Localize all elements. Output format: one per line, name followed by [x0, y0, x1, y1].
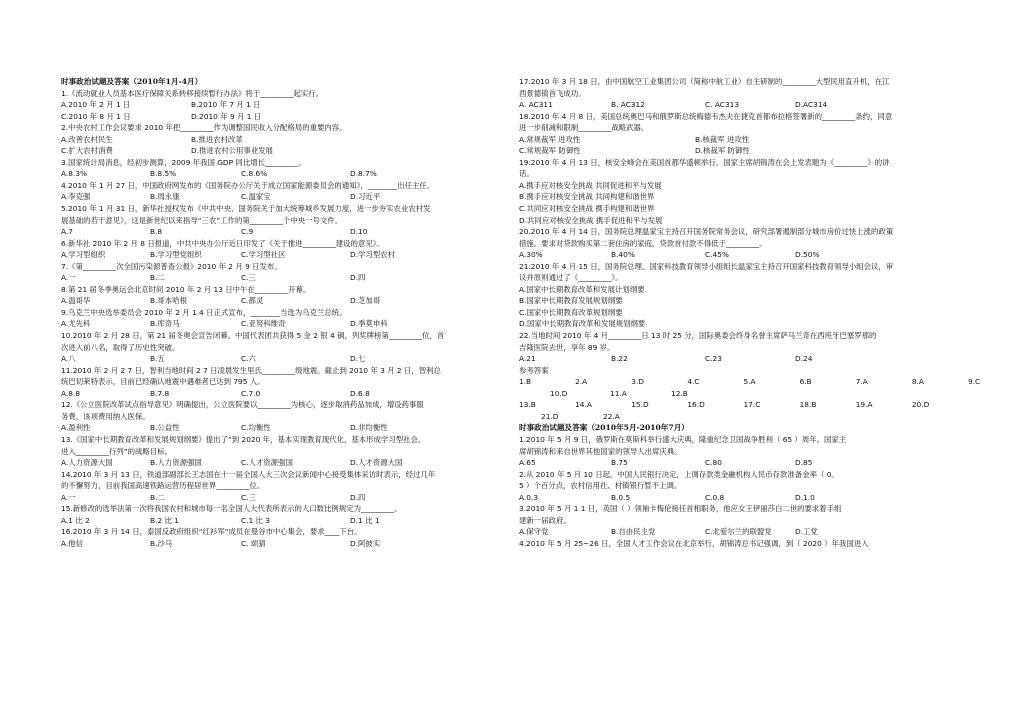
text-line: 的不懈努力，目前我国高速铁路运营历程居世界_________位。	[61, 481, 265, 491]
option-item: A.8.3%	[61, 169, 88, 179]
option-row	[61, 295, 501, 307]
text-line: 6.新华社 2010 年 2 月 8 日报道，中共中央办公厅近日印发了《关于推进_________建设的意见》。	[61, 238, 384, 248]
option-item: D.24	[795, 354, 813, 364]
answer-item: 6.B	[799, 377, 812, 387]
answer-item: 22.A	[603, 411, 620, 421]
option-item: D.阿披实	[350, 538, 381, 548]
option-item: C.23	[705, 354, 722, 364]
option-item: A.8.8	[61, 388, 81, 398]
option-item: C. AC313	[705, 100, 740, 110]
answer-item: 1.B	[519, 377, 532, 387]
option-item: A.30%	[519, 250, 543, 260]
option-item: D.非均衡性	[350, 423, 388, 433]
text-line: 进入_________行列”的战略目标。	[61, 446, 172, 456]
option-row	[519, 145, 967, 157]
option-item: D.四	[350, 273, 366, 283]
text-line: 8.第 21 届冬季奥运会北京时间 2010 年 2 月 13 日中午在_________开幕。	[61, 284, 311, 294]
text-line: 15.新修改的选举法第一次将我国农村和城市每一名全国人大代表所表示的人口数比例规定为_________。	[61, 504, 402, 514]
option-item: C. 颂猜	[241, 538, 266, 548]
text-line: 展基础的若干意见》，这是新世纪以来指导“三农”工作的第_________个中央一号文件。	[61, 215, 343, 225]
option-item: C.都灵	[241, 296, 264, 306]
option-item: C.0.8	[705, 492, 725, 502]
text-line: 10.2010 年 2 月 28 日，第 21 届冬奥会宣告闭幕。中国代表团共获得 5 金 2 银 4 铜，列奖牌榜第_________位，首	[61, 331, 445, 341]
answer-item: 20.D	[911, 400, 930, 410]
text-line: 13.《国家中长期教育改革和发展规划纲要》提出了“到 2020 年，基本实现教育现代化，基本形成学习型社会，	[61, 434, 426, 444]
option-item: C.常规裁军 防御性	[519, 146, 581, 156]
text-line: 18.2010 年 4 月 8 日，美国总统奥巴马和俄罗斯总统梅德韦杰夫在捷克首都布拉格签署新的_________条约，同意	[519, 111, 893, 121]
option-item: B.8.5%	[150, 169, 177, 179]
option-item: C.均衡性	[241, 423, 271, 433]
text-line: C.共同应对核安全挑战 携手构建和谐世界	[519, 204, 655, 214]
option-item: A.21	[519, 354, 536, 364]
text-line: 话。	[519, 169, 534, 179]
option-item: A.学习型组织	[61, 250, 106, 260]
text-line: 西景德镇首飞成功。	[519, 88, 586, 98]
text-line: 参考答案	[519, 365, 549, 375]
option-row	[61, 422, 501, 434]
option-item: B.自由民主党	[611, 527, 656, 537]
option-item: D.学习型农村	[350, 250, 395, 260]
option-row	[519, 353, 967, 365]
section-title-jan-apr: 时事政治试题及答案（2010年1月-4月）	[61, 77, 203, 86]
option-item: A.一	[61, 492, 76, 502]
answer-item: 16.D	[687, 400, 705, 410]
option-item: A.65	[519, 458, 536, 468]
option-item: B.8	[150, 227, 163, 237]
option-row	[519, 249, 967, 261]
text-line: 20.2010 年 4 月 14 日，国务院总理温家宝主持召开国务院常务会议，研究部署遏制部分城市房价过快上涨的政策	[519, 227, 894, 237]
option-item: A.常规裁军 进攻性	[519, 134, 581, 144]
option-item: A.保守党	[519, 527, 549, 537]
option-item: B.哥本哈根	[150, 296, 187, 306]
option-item: D.季莫申科	[350, 319, 388, 329]
text-line: B.国家中长期教育发展规划纲要	[519, 296, 623, 306]
option-item: C.六	[241, 354, 256, 364]
text-line: D.共同应对核安全挑战 携手促进和平与发展	[519, 215, 663, 225]
text-line: 吉隆医院去世，享年 89 岁。	[519, 342, 615, 352]
option-item: D.习近平	[350, 192, 381, 202]
text-line: 17.2010 年 3 月 18 日，由中国航空工业集团公司（简称中航工业）自主研制的_________大型民用直升机，在江	[519, 77, 890, 86]
answer-item: 2.A	[575, 377, 588, 387]
answer-row	[519, 411, 967, 423]
text-line: 5 ）个百分点，农村信用社、村镇银行暂不上调。	[519, 481, 682, 491]
answer-item: 9.C	[967, 377, 981, 387]
option-item: B.推进农村改革	[191, 134, 243, 144]
option-item: D.四	[350, 492, 366, 502]
option-item: B.75	[611, 458, 628, 468]
option-item: D.50%	[795, 250, 820, 260]
option-item: D.工党	[795, 527, 818, 537]
option-row	[519, 99, 967, 111]
answer-item: 19.A	[855, 400, 873, 410]
left-column	[61, 76, 501, 549]
text-line: 1.2010 年 5 月 9 日，俄罗斯在莫斯科举行盛大庆典，隆重纪念卫国战争胜利（ 65 ）周年。国家主	[519, 434, 847, 444]
option-item: B.2010 年 7 月 1 日	[191, 100, 261, 110]
option-item: C.三	[241, 492, 256, 502]
option-item: B.7.8	[150, 388, 170, 398]
text-line: 3.2010 年 5 月 1 1 日，英国（ ）领袖卡梅伦接任首相职务，他应女王伊丽莎白二世的要求着手组	[519, 504, 842, 514]
option-item: B.五	[150, 354, 165, 364]
text-line: B.携手应对核安全挑战 共同构建和谐世界	[519, 192, 655, 202]
answer-item: 5.A	[743, 377, 756, 387]
text-line: 建新一届政府。	[519, 515, 571, 525]
option-row	[61, 111, 501, 123]
text-line: 12.《公立医院改革试点指导意见》明确提出，公立医院要以_________为核心，逐步取消药品加成，增设药事服	[61, 400, 424, 410]
option-item: C.扩大农村消费	[61, 146, 113, 156]
option-item: D.85	[795, 458, 813, 468]
text-line: 14.2010 年 3 月 13 日，铁道部副部长王志国在十一届全国人大三次会议新闻中心接受集体采访时表示，经过几年	[61, 469, 436, 479]
option-item: C.45%	[705, 250, 729, 260]
option-row	[519, 457, 967, 469]
option-item: D.七	[350, 354, 366, 364]
text-line: 次进入前八名，取得了历史性突破。	[61, 342, 180, 352]
option-item: D.推进农村公用事业发展	[191, 146, 273, 156]
option-item: D.8.7%	[350, 169, 377, 179]
option-item: A.李克强	[61, 192, 91, 202]
answer-row	[519, 399, 967, 411]
text-line: 1.《流动就业人员基本医疗保障关系转移接续暂行办法》将于_________起实行。	[61, 88, 324, 98]
option-item: C.亚努科维奇	[241, 319, 286, 329]
option-item: C.三	[241, 273, 256, 283]
text-line: 11.2010 年 2 月 2 7 日，智利当地时间 2 7 日凌晨发生里氏_________级地震。截止到 2010 年 3 月 2 日，智利总	[61, 365, 441, 375]
option-row	[61, 318, 501, 330]
option-item: D.1 比 1	[350, 515, 380, 525]
option-item: A.他信	[61, 538, 84, 548]
option-item: C.8.6%	[241, 169, 268, 179]
option-row	[61, 191, 501, 203]
option-row	[61, 99, 501, 111]
option-row	[61, 134, 501, 146]
option-item: B.周永康	[150, 192, 180, 202]
option-item: D.核裁军 防御性	[695, 146, 750, 156]
option-row	[519, 134, 967, 146]
answer-item: 4.C	[687, 377, 700, 387]
text-line: 19.2010 年 4 月 13 日，核安全峰会在美国首都华盛顿举行，国家主席胡锦涛在会上发表题为《_________》的讲	[519, 157, 890, 167]
option-item: B.沙马	[150, 538, 173, 548]
option-item: A.盈利性	[61, 423, 91, 433]
option-item: A.尤先科	[61, 319, 91, 329]
option-row	[61, 353, 501, 365]
option-item: A.一	[61, 273, 76, 283]
option-row	[61, 168, 501, 180]
option-item: B.人力资源强国	[150, 458, 202, 468]
answer-item: 17.C	[743, 400, 761, 410]
option-item: B.学习型党组织	[150, 250, 202, 260]
text-line: 措施。要求对贷款购买第二套住房的家庭，贷款首付款不得低于_________。	[519, 238, 767, 248]
answer-row	[519, 376, 981, 388]
option-item: C.温家宝	[241, 192, 271, 202]
option-item: A. AC311	[519, 100, 553, 110]
option-item: A.7	[61, 227, 73, 237]
option-item: C.学习型社区	[241, 250, 286, 260]
option-item: C.北爱尔兰的联盟党	[705, 527, 772, 537]
text-line: 4.2010 年 5 月 25~26 日，全国人才工作会议在北京举行，胡锦涛总书记强调，到（ 2020 ）年我国进入	[519, 538, 869, 548]
text-line: 2.中央农村工作会议要求 2010 年把_________作为调整国民收入分配格局的重要内容。	[61, 123, 347, 133]
option-item: A.改善农村民生	[61, 134, 113, 144]
option-row	[61, 492, 501, 504]
option-item: B.0.5	[611, 492, 631, 502]
answer-item: 13.B	[519, 400, 536, 410]
answer-item: 7.A	[855, 377, 868, 387]
section-title: 时事政治试题及答案（2010年5月-2010年7月）	[519, 423, 689, 433]
text-line: 议并原则通过了《_________》。	[519, 273, 623, 283]
option-item: C.7.0	[241, 388, 261, 398]
option-item: B.22	[611, 354, 628, 364]
text-line: 务费，该项费用纳入医保。	[61, 411, 150, 421]
option-item: C.80	[705, 458, 722, 468]
option-row	[61, 226, 501, 238]
option-item: C.2010 年 8 月 1 日	[61, 111, 131, 121]
text-line: 9.乌克兰中央选举委员会 2010 年 2 月 1 4 日正式宣布，________当选为乌克兰总统。	[61, 307, 347, 317]
option-item: D.人才资源大国	[350, 458, 403, 468]
option-item: B.40%	[611, 250, 635, 260]
option-row	[61, 388, 501, 400]
answer-item: 3.D	[631, 377, 644, 387]
text-line: C.国家中长期教育改革规划纲要	[519, 307, 623, 317]
option-item: A.人力资源大国	[61, 458, 113, 468]
text-line: 3.国家统计局消息，经初步测算，2009 年我国 GDP 同比增长_________。	[61, 157, 306, 167]
answer-row	[519, 388, 967, 400]
text-line: 16.2010 年 3 月 14 日，泰国反政府组织“红衫军”成员在曼谷市中心集会，要求____下台。	[61, 527, 362, 537]
text-line: 4.2010 年 1 月 27 日，中国政府网发布的《国务院办公厅关于成立国家能源委员会的通知》，________出任主任。	[61, 180, 435, 190]
option-item: A.八	[61, 354, 76, 364]
option-item: A.0.3	[519, 492, 539, 502]
option-item: D.1.0	[795, 492, 815, 502]
answer-item: 18.B	[799, 400, 817, 410]
text-line: 统巴切莱特表示，目前已经确认地震中遇难者已达到 795 人。	[61, 377, 265, 387]
text-line: 7.《第_________次全国污染源普查公报》2010 年 2 月 9 日发布。	[61, 261, 282, 271]
option-row	[61, 145, 501, 157]
option-item: C.人才资源强国	[241, 458, 293, 468]
option-item: D.6.8	[350, 388, 370, 398]
option-item: B. AC312	[611, 100, 645, 110]
option-item: B.公益性	[150, 423, 180, 433]
option-item: B.二	[150, 492, 165, 502]
option-item: D.AC314	[795, 100, 828, 110]
text-line: 5.2010 年 1 月 31 日，新华社授权发布《中共中央、国务院关于加大统筹城乡发展力度，进一步夯实农业农村发	[61, 204, 431, 214]
text-line: 进一步削减和限制_________战略武器。	[519, 123, 649, 133]
option-item: C.1 比 3	[241, 515, 271, 525]
option-item: B.库奇马	[150, 319, 180, 329]
answer-item: 8.A	[911, 377, 924, 387]
option-row	[61, 515, 501, 527]
option-item: B.二	[150, 273, 165, 283]
option-item: A.1 比 2	[61, 515, 90, 525]
option-item: C.9	[241, 227, 254, 237]
text-line: 席胡锦涛和来自世界其他国家的领导人出席庆典。	[519, 446, 682, 456]
option-row	[61, 249, 501, 261]
answer-item: 12.B	[671, 388, 688, 398]
text-line: 2.从 2010 年 5 月 10 日起，中国人民银行决定，上调存款类金融机构人民币存款准备金率（ 0。	[519, 469, 839, 479]
answer-item: 15.D	[631, 400, 649, 410]
answer-item: 14.A	[575, 400, 592, 410]
option-row	[519, 492, 967, 504]
answer-item: 10.D	[550, 388, 568, 398]
option-item: B.2 比 1	[150, 515, 179, 525]
answer-item: 11.A	[610, 388, 627, 398]
option-item: D.芝加哥	[350, 296, 381, 306]
option-row	[61, 538, 501, 550]
text-line: A.携手应对核安全挑战 共同促进和平与发展	[519, 180, 662, 190]
option-item: A.温哥华	[61, 296, 91, 306]
option-row	[61, 457, 501, 469]
option-item: D.10	[350, 227, 368, 237]
option-item: A.2010 年 2 月 1 日	[61, 100, 131, 110]
option-row	[519, 526, 967, 538]
option-item: B.核裁军 进攻性	[695, 134, 750, 144]
text-line: 21.2010 年 4 月 15 日，国务院总理、国家科技教育领导小组组长温家宝主持召开国家科技教育领导小组会议，审	[519, 261, 894, 271]
right-column	[519, 76, 981, 549]
option-row	[61, 272, 501, 284]
answer-item: 21.D	[541, 411, 559, 421]
text-line: A.国家中长期教育改革和发展计划纲要	[519, 284, 645, 294]
text-line: 22.当地时间 2010 年 4 月_________日 13 时 25 分，国际奥委会终身名誉主席萨马兰奇在西班牙巴塞罗那的	[519, 331, 877, 341]
option-item: D.2010 年 9 月 1 日	[191, 111, 262, 121]
text-line: D.国家中长期教育改革和发展规划纲要	[519, 319, 646, 329]
